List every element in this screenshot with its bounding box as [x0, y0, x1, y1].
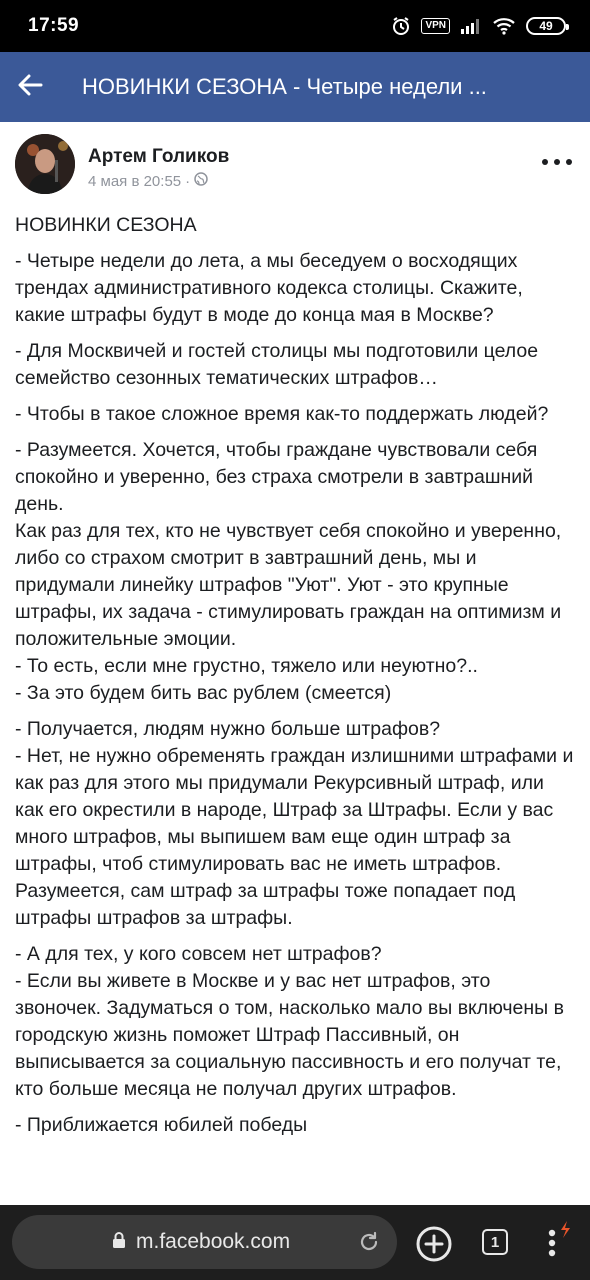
- browser-toolbar: [0, 1205, 590, 1280]
- status-icons: [391, 16, 566, 36]
- battery-icon: 49: [526, 17, 566, 35]
- vpn-icon: VPN: [421, 18, 450, 34]
- post-paragraph: - Четыре недели до лета, а мы беседуем о восходящих трендах административного кодекса столицы. Скажите, какие штрафы будут в моде до конца мая в Москве?: [15, 250, 523, 326]
- author-name[interactable]: Артем Голиков: [88, 146, 230, 167]
- alarm-icon: [391, 16, 411, 36]
- url-text: m.facebook.com: [136, 1230, 291, 1253]
- app-bar: [0, 52, 590, 122]
- post-paragraph: - Для Москвичей и гостей столицы мы подготовили целое семейство сезонных тематических штрафов…: [15, 340, 539, 389]
- post-paragraph: НОВИНКИ СЕЗОНА: [15, 214, 197, 236]
- more-dot: [566, 159, 572, 165]
- post-paragraph: - Чтобы в такое сложное время как-то поддержать людей?: [15, 403, 549, 425]
- post-meta: [88, 172, 208, 190]
- post: [0, 122, 590, 1136]
- status-bar: [0, 0, 590, 52]
- post-timestamp[interactable]: 4 мая в 20:55: [88, 172, 182, 190]
- tabs-button[interactable]: [482, 1229, 508, 1255]
- menu-dots-icon: [540, 1219, 574, 1268]
- post-paragraph: - А для тех, у кого совсем нет штрафов? - Если вы живете в Москве и у вас нет штрафов, это звоночек. Задуматься о том, насколько мало вы включены в городскую жизнь поможет Штраф Пассивный, он выписывается за социальную пассивность и его получат те, кто больше месяца не получал других штрафов.: [15, 943, 564, 1100]
- post-paragraph: - Разумеется. Хочется, чтобы граждане чувствовали себя спокойно и уверенно, без страха смотрели в завтрашний день. Как раз для тех, кто не чувствует себя спокойно и уверенно, либо со страхом смотрит в завтрашний день, мы и придумали линейку штрафов "Уют". Уют - это крупные штрафы, их задача - стимулировать граждан на оптимизм и положительные эмоции. - То есть, если мне грустно, тяжело или неуютно?.. - За это будем бить вас рублем (смеется): [15, 439, 562, 704]
- page-title: НОВИНКИ СЕЗОНА - Четыре недели ...: [82, 74, 487, 99]
- reload-icon[interactable]: [357, 1230, 381, 1259]
- lock-icon: [112, 1231, 126, 1254]
- tabs-icon: 1: [482, 1229, 508, 1255]
- avatar[interactable]: [15, 134, 75, 194]
- more-options-button[interactable]: [542, 152, 572, 172]
- new-tab-plus-icon: [415, 1225, 453, 1268]
- back-button[interactable]: [0, 52, 60, 122]
- back-arrow-icon: [17, 74, 43, 101]
- more-dot: [554, 159, 560, 165]
- menu-button[interactable]: [540, 1219, 574, 1268]
- clock: 17:59: [28, 15, 80, 36]
- post-header: [0, 122, 590, 202]
- meta-separator: ·: [185, 172, 191, 190]
- post-paragraph: - Приближается юбилей победы: [15, 1114, 308, 1136]
- address-bar[interactable]: [12, 1215, 397, 1269]
- new-tab-button[interactable]: [415, 1225, 453, 1268]
- globe-icon: [194, 172, 208, 190]
- post-text: [15, 212, 575, 1148]
- wifi-icon: [492, 17, 516, 35]
- signal-icon: [460, 18, 482, 34]
- more-options-icon: [542, 159, 548, 165]
- post-paragraph: - Получается, людям нужно больше штрафов? - Нет, не нужно обременять граждан излишними штрафами и как раз для этого мы придумали Рекурсивный штраф, или как его окрестили в народе, Штраф за Штрафы. Если у вас много штрафов, мы выпишем вам еще один штраф за штрафы, чтоб стимулировать вас не иметь штрафов. Разумеется, сам штраф за штрафы тоже попадает под штрафы штрафов за штрафы.: [15, 718, 574, 929]
